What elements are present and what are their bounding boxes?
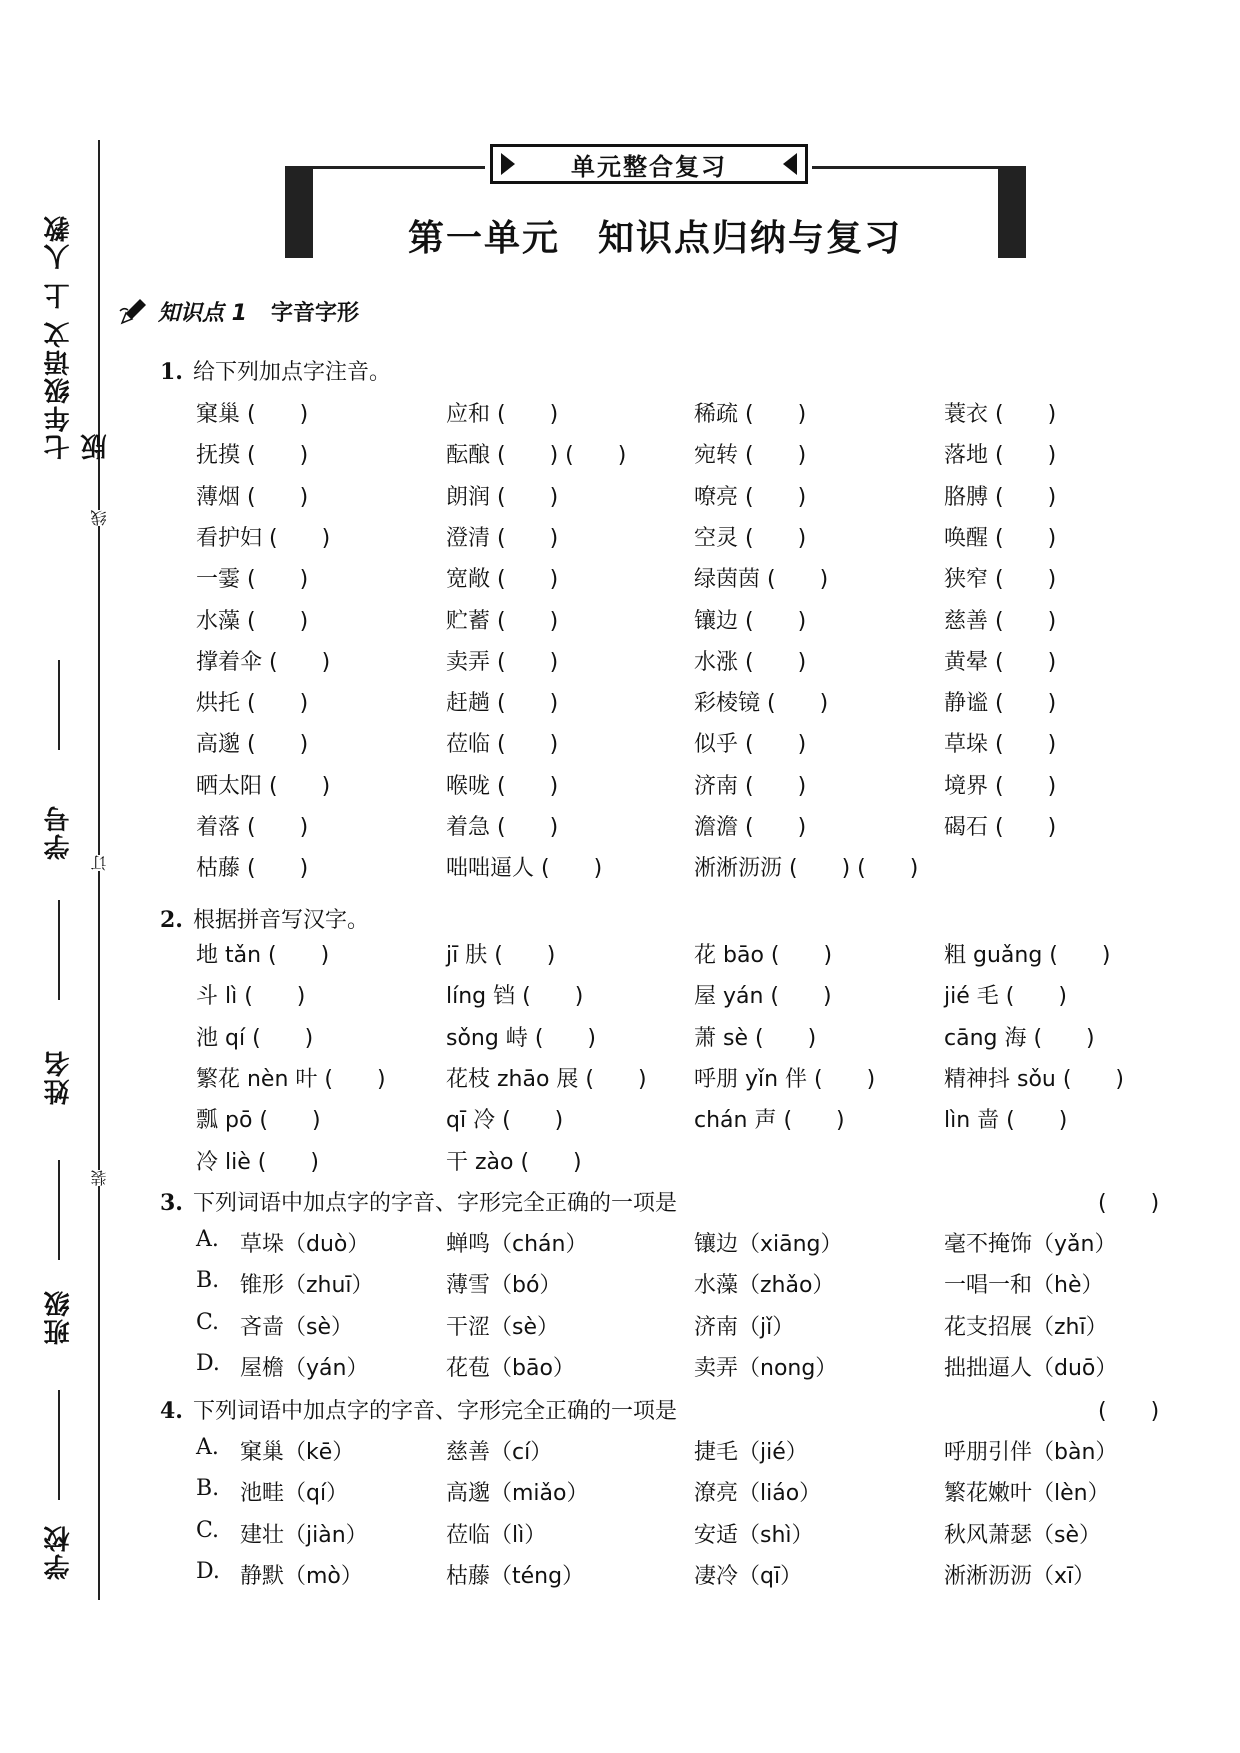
question-4 — [160, 1394, 1160, 1425]
option-letter[interactable]: A. — [196, 1435, 219, 1460]
fill-item[interactable]: 斗 lì ( ) — [196, 984, 306, 1010]
knowledge-point-header — [118, 296, 359, 327]
option-letter[interactable]: C. — [196, 1309, 220, 1335]
option-item: 淅淅沥沥（xī） — [944, 1563, 1096, 1589]
fill-item[interactable]: 朗润 ( ) — [446, 484, 559, 510]
fill-item[interactable]: 粗 guǎng ( ) — [944, 943, 1111, 968]
fill-item[interactable]: 看护妇 ( ) — [196, 525, 331, 551]
fill-item[interactable]: 碣石 ( ) — [944, 815, 1057, 840]
option-item: 捷毛（jié） — [694, 1440, 808, 1465]
knowledge-point-label: 知识点 1 — [158, 301, 247, 326]
option-item: 慈善（cí） — [446, 1440, 553, 1465]
fill-item[interactable]: 一霎 ( ) — [196, 567, 309, 593]
fill-item[interactable]: 淅淅沥沥 ( ) ( ) — [694, 856, 919, 882]
title-rule-right — [812, 166, 1026, 169]
option-item: 窠巢（kē） — [240, 1440, 355, 1465]
fill-item[interactable]: 贮蓄 ( ) — [446, 608, 559, 634]
fill-item[interactable]: 池 qí ( ) — [196, 1025, 314, 1051]
option-item: 卖弄（nong） — [694, 1355, 838, 1381]
fill-item[interactable]: 咄咄逼人 ( ) — [446, 856, 603, 882]
fill-item[interactable]: cāng 海 ( ) — [944, 1025, 1095, 1051]
fill-item[interactable]: 屋 yán ( ) — [694, 984, 832, 1010]
fill-item[interactable]: 晒太阳 ( ) — [196, 773, 331, 799]
fill-item[interactable]: 烘托 ( ) — [196, 691, 309, 717]
answer-blank[interactable]: ( ) — [1098, 1399, 1160, 1424]
fill-item[interactable]: 窠巢 ( ) — [196, 402, 309, 427]
fill-item[interactable]: 应和 ( ) — [446, 402, 559, 427]
option-item: 莅临（lì） — [446, 1522, 547, 1548]
student-id-label: 学号 — [44, 804, 74, 860]
name-label: 姓名 — [44, 1049, 74, 1105]
question-number: 4. — [160, 1398, 183, 1424]
question-number: 1. — [160, 359, 183, 385]
fill-item[interactable]: 宽敞 ( ) — [446, 567, 559, 593]
fill-item[interactable]: 地 tǎn ( ) — [196, 943, 330, 968]
fill-item[interactable]: 枯藤 ( ) — [196, 856, 309, 882]
fill-item[interactable]: 水涨 ( ) — [694, 649, 807, 675]
option-letter[interactable]: C. — [196, 1517, 220, 1543]
fill-item[interactable]: 高邈 ( ) — [196, 732, 309, 758]
option-letter[interactable]: B. — [196, 1476, 220, 1502]
option-item: 高邈（miǎo） — [446, 1481, 589, 1507]
fill-item[interactable]: 狭窄 ( ) — [944, 567, 1057, 593]
fill-item[interactable]: 彩棱镜 ( ) — [694, 691, 829, 717]
option-item: 静默（mò） — [240, 1563, 363, 1589]
fill-item[interactable]: sǒng 峙 ( ) — [446, 1025, 596, 1051]
fill-item[interactable]: 萧 sè ( ) — [694, 1025, 817, 1051]
option-item: 草垛（duò） — [240, 1232, 370, 1257]
question-3 — [160, 1186, 1160, 1217]
fill-item[interactable]: 静谧 ( ) — [944, 691, 1057, 717]
fill-item[interactable]: 似乎 ( ) — [694, 732, 807, 758]
fill-item[interactable]: lìn 啬 ( ) — [944, 1108, 1068, 1134]
fill-item[interactable]: 济南 ( ) — [694, 773, 807, 799]
fill-item[interactable]: 宛转 ( ) — [694, 443, 807, 469]
fill-item[interactable]: 唤醒 ( ) — [944, 525, 1057, 551]
title-bar-left — [285, 166, 313, 258]
option-item: 水藻（zhǎo） — [694, 1273, 835, 1299]
option-letter[interactable]: B. — [196, 1268, 220, 1294]
question-2 — [160, 903, 369, 934]
fill-item[interactable]: 黄晕 ( ) — [944, 649, 1057, 675]
option-item: 济南（jǐ） — [694, 1314, 795, 1340]
fill-item[interactable]: 卖弄 ( ) — [446, 649, 559, 675]
fill-item[interactable]: 撑着伞 ( ) — [196, 649, 331, 675]
question-text: 根据拼音写汉字。 — [192, 908, 369, 933]
binding-mark-xian: 线 — [90, 510, 109, 526]
class-blank — [58, 1160, 60, 1260]
question-text: 下列词语中加点字的字音、字形完全正确的一项是 — [192, 1191, 677, 1216]
option-item: 呼朋引伴（bàn） — [944, 1440, 1118, 1465]
option-item: 吝啬（sè） — [240, 1314, 353, 1340]
binding-mark-zhuang: 装 — [90, 1170, 109, 1186]
option-item: 潦亮（liáo） — [694, 1481, 822, 1507]
option-item: 池畦（qí） — [240, 1481, 349, 1507]
fill-item[interactable]: 草垛 ( ) — [944, 732, 1057, 758]
option-item: 建壮（jiàn） — [240, 1522, 368, 1548]
option-item: 薄雪（bó） — [446, 1273, 562, 1299]
knowledge-point-title: 字音字形 — [270, 301, 359, 326]
option-item: 镶边（xiāng） — [694, 1232, 843, 1257]
fill-item[interactable]: 瓢 pō ( ) — [196, 1108, 321, 1134]
book-label: 七年级语文 上 人教版 — [44, 213, 111, 460]
fill-item[interactable]: 赶趟 ( ) — [446, 691, 559, 717]
option-item: 枯藤（téng） — [446, 1563, 585, 1589]
fill-item[interactable]: 镶边 ( ) — [694, 608, 807, 634]
fill-item[interactable]: qī 冷 ( ) — [446, 1108, 564, 1134]
fill-item[interactable]: 空灵 ( ) — [694, 525, 807, 551]
fill-item[interactable]: 干 zào ( ) — [446, 1149, 582, 1175]
fill-item[interactable]: 着急 ( ) — [446, 815, 559, 840]
title-bar-right — [998, 166, 1026, 258]
fill-item[interactable]: 抚摸 ( ) — [196, 443, 309, 469]
fill-item[interactable]: 酝酿 ( ) ( ) — [446, 443, 627, 469]
fill-item[interactable]: 喉咙 ( ) — [446, 773, 559, 799]
fill-item[interactable]: 澄清 ( ) — [446, 525, 559, 551]
fill-item[interactable]: 水藻 ( ) — [196, 608, 309, 634]
fill-item[interactable]: 精神抖 sǒu ( ) — [944, 1066, 1125, 1092]
school-label: 学校 — [44, 1524, 74, 1580]
fill-item[interactable]: 境界 ( ) — [944, 773, 1057, 799]
class-label: 班级 — [44, 1289, 74, 1345]
question-1 — [160, 355, 391, 386]
fill-item[interactable]: 蓑衣 ( ) — [944, 402, 1057, 427]
fill-item[interactable]: 花 bāo ( ) — [694, 943, 833, 968]
section-banner: 单元整合复习 — [490, 144, 808, 184]
option-item: 花苞（bāo） — [446, 1355, 575, 1381]
fill-item[interactable]: 澹澹 ( ) — [694, 815, 807, 840]
question-number: 2. — [160, 907, 183, 933]
page-title: 第一单元 知识点归纳与复习 — [407, 217, 902, 259]
fill-item[interactable]: 冷 liè ( ) — [196, 1149, 319, 1175]
fill-item[interactable]: chán 声 ( ) — [694, 1108, 845, 1134]
fill-item[interactable]: 胳膊 ( ) — [944, 484, 1057, 510]
student-id-blank — [58, 660, 60, 750]
option-item: 繁花嫩叶（lèn） — [944, 1481, 1110, 1507]
fill-item[interactable]: jié 毛 ( ) — [944, 984, 1067, 1010]
option-item: 屋檐（yán） — [240, 1355, 369, 1381]
option-letter[interactable]: A. — [196, 1227, 219, 1252]
question-number: 3. — [160, 1190, 183, 1216]
option-item: 拙拙逼人（duō） — [944, 1355, 1118, 1381]
option-item: 一唱一和（hè） — [944, 1273, 1104, 1299]
fill-item[interactable]: 慈善 ( ) — [944, 608, 1057, 634]
fill-item[interactable]: 绿茵茵 ( ) — [694, 567, 829, 593]
name-blank — [58, 900, 60, 1000]
fill-item[interactable]: 花枝 zhāo 展 ( ) — [446, 1066, 647, 1092]
fill-item[interactable]: 落地 ( ) — [944, 443, 1057, 469]
option-item: 毫不掩饰（yǎn） — [944, 1232, 1117, 1257]
binding-mark-ding: 订 — [90, 855, 109, 871]
school-blank — [58, 1390, 60, 1500]
option-letter[interactable]: D. — [196, 1558, 220, 1584]
option-letter[interactable]: D. — [196, 1350, 220, 1376]
option-item: 蝉鸣（chán） — [446, 1232, 588, 1257]
title-rule-left — [285, 166, 485, 169]
fill-item[interactable]: 莅临 ( ) — [446, 732, 559, 758]
question-text: 给下列加点字注音。 — [192, 360, 391, 385]
fill-item[interactable]: 呼朋 yǐn 伴 ( ) — [694, 1066, 876, 1092]
option-item: 干涩（sè） — [446, 1314, 559, 1340]
option-item: 花支招展（zhī） — [944, 1314, 1108, 1340]
option-item: 秋风萧瑟（sè） — [944, 1522, 1101, 1548]
fill-item[interactable]: 着落 ( ) — [196, 815, 309, 840]
fill-item[interactable]: 繁花 nèn 叶 ( ) — [196, 1066, 386, 1092]
pencil-icon — [118, 297, 148, 327]
fill-item[interactable]: 稀疏 ( ) — [694, 402, 807, 427]
option-item: 安适（shì） — [694, 1522, 814, 1548]
fill-item[interactable]: jī 肤 ( ) — [446, 943, 556, 968]
fill-item[interactable]: líng 铛 ( ) — [446, 984, 584, 1010]
fill-item[interactable]: 薄烟 ( ) — [196, 484, 309, 510]
option-item: 锥形（zhuī） — [240, 1273, 374, 1299]
fill-item[interactable]: 嘹亮 ( ) — [694, 484, 807, 510]
answer-blank[interactable]: ( ) — [1098, 1191, 1160, 1216]
question-text: 下列词语中加点字的字音、字形完全正确的一项是 — [192, 1399, 677, 1424]
option-item: 凄冷（qī） — [694, 1563, 803, 1589]
